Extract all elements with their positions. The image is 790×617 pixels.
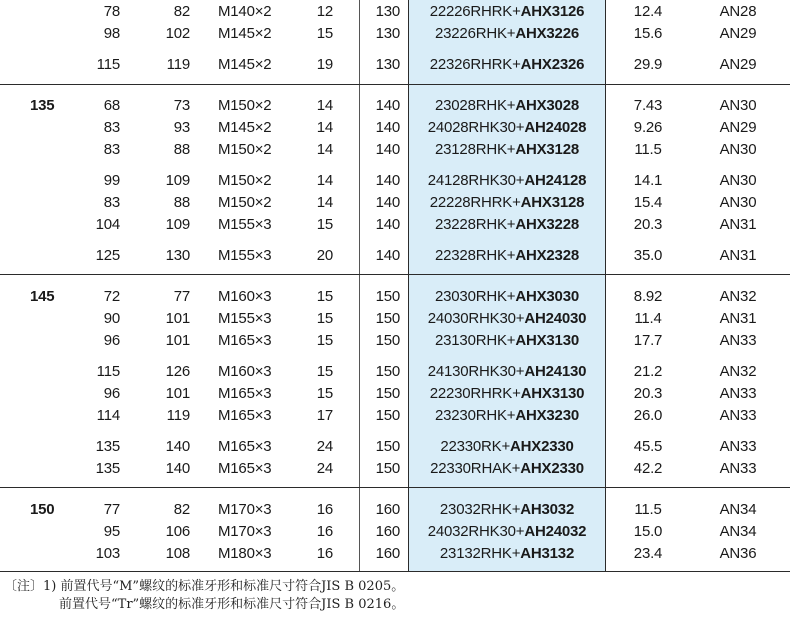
cell-part-number (409, 25, 605, 43)
cell-dimension-2: 130 (165, 247, 190, 264)
cell-mass: 9.26 (633, 119, 663, 136)
sleeve-number: AHX2330 (510, 438, 574, 455)
cell-dimension-1: 114 (96, 407, 120, 424)
cell-thread: M170×3 (218, 501, 272, 518)
bearing-number: 23032RHK+ (439, 501, 521, 518)
cell-dimension-2: 119 (166, 56, 190, 73)
cell-dimension-4: 150 (375, 288, 400, 305)
cell-dimension-4: 140 (375, 194, 400, 211)
group-label: 145 (30, 288, 55, 305)
cell-dimension-4: 160 (375, 523, 400, 540)
sleeve-number: AH24032 (524, 523, 587, 540)
cell-dimension-2: 101 (165, 310, 190, 327)
cell-dimension-2: 119 (166, 407, 190, 424)
cell-part-number (409, 310, 605, 328)
cell-dimension-1: 96 (103, 332, 120, 349)
cell-dimension-2: 108 (165, 545, 190, 562)
bearing-number: 24128RHK30+ (427, 172, 525, 189)
cell-dimension-3: 24 (316, 460, 333, 477)
cell-dimension-2: 106 (165, 523, 190, 540)
cell-dimension-2: 102 (165, 25, 190, 42)
cell-dimension-1: 72 (103, 288, 120, 305)
cell-part-number (409, 141, 605, 159)
sleeve-number: AHX3028 (515, 97, 579, 114)
cell-nut: AN30 (719, 172, 757, 189)
cell-thread: M165×3 (218, 332, 272, 349)
sleeve-number: AH24028 (524, 119, 587, 136)
bearing-number: 23226RHK+ (435, 25, 516, 42)
bearing-number: 24032RHK30+ (427, 523, 525, 540)
cell-mass: 45.5 (633, 438, 663, 455)
cell-nut: AN33 (719, 407, 757, 424)
cell-part-number (409, 460, 605, 478)
sleeve-number: AHX3126 (520, 3, 585, 20)
cell-dimension-1: 103 (95, 545, 120, 562)
cell-dimension-4: 140 (375, 216, 400, 233)
cell-thread: M160×3 (218, 363, 272, 380)
cell-dimension-2: 82 (173, 3, 190, 20)
cell-mass: 17.7 (633, 332, 663, 349)
cell-part-number (409, 119, 605, 137)
cell-part-number (409, 407, 605, 425)
cell-part-number (409, 172, 605, 190)
group-divider (0, 571, 790, 572)
cell-nut: AN31 (719, 247, 757, 264)
cell-thread: M150×2 (218, 194, 272, 211)
cell-nut: AN29 (719, 25, 757, 42)
cell-mass: 20.3 (633, 216, 663, 233)
bearing-number: 22226RHRK+ (429, 3, 521, 20)
cell-dimension-3: 15 (316, 216, 333, 233)
cell-dimension-4: 130 (375, 25, 400, 42)
cell-mass: 12.4 (633, 3, 663, 20)
cell-part-number (409, 332, 605, 350)
cell-nut: AN31 (719, 216, 757, 233)
group-divider (0, 274, 790, 275)
cell-thread: M180×3 (218, 545, 272, 562)
cell-dimension-2: 73 (173, 97, 190, 114)
cell-part-number (409, 3, 605, 21)
cell-nut: AN30 (719, 194, 757, 211)
cell-dimension-1: 99 (103, 172, 120, 189)
cell-dimension-4: 130 (375, 3, 400, 20)
cell-dimension-1: 135 (95, 438, 120, 455)
cell-part-number (409, 56, 605, 74)
cell-dimension-1: 90 (103, 310, 120, 327)
sleeve-number: AHX3230 (515, 407, 579, 424)
cell-thread: M170×3 (218, 523, 272, 540)
bearing-number: 23228RHK+ (435, 216, 516, 233)
cell-part-number (409, 385, 605, 403)
cell-dimension-4: 150 (375, 332, 400, 349)
cell-dimension-4: 140 (375, 247, 400, 264)
cell-dimension-4: 150 (375, 438, 400, 455)
cell-dimension-2: 109 (165, 172, 190, 189)
sleeve-number: AHX2328 (515, 247, 579, 264)
cell-thread: M165×3 (218, 460, 272, 477)
cell-mass: 29.9 (633, 56, 663, 73)
cell-dimension-2: 101 (165, 385, 190, 402)
bearing-number: 23230RHK+ (435, 407, 516, 424)
cell-part-number (409, 363, 605, 381)
cell-thread: M145×2 (218, 25, 272, 42)
cell-dimension-2: 82 (173, 501, 190, 518)
cell-thread: M150×2 (218, 97, 272, 114)
bearing-number: 23128RHK+ (435, 141, 516, 158)
group-label: 150 (30, 501, 55, 518)
sleeve-number: AH3032 (520, 501, 575, 518)
sleeve-number: AH3132 (520, 545, 575, 562)
cell-mass: 7.43 (633, 97, 663, 114)
cell-dimension-3: 14 (316, 119, 333, 136)
cell-part-number (409, 438, 605, 456)
group-divider (0, 487, 790, 488)
cell-thread: M155×3 (218, 247, 272, 264)
cell-dimension-4: 140 (375, 172, 400, 189)
cell-mass: 26.0 (633, 407, 663, 424)
group-divider (0, 84, 790, 85)
cell-part-number (409, 194, 605, 212)
cell-thread: M140×2 (218, 3, 272, 20)
cell-dimension-4: 140 (375, 141, 400, 158)
cell-dimension-4: 150 (375, 363, 400, 380)
sleeve-number: AHX3130 (515, 332, 579, 349)
sleeve-number: AHX2326 (520, 56, 585, 73)
cell-dimension-2: 93 (173, 119, 190, 136)
footnote-line-2: 前置代号“Tr”螺纹的标准牙形和标准尺寸符合JIS B 0216。 (59, 597, 405, 612)
cell-dimension-3: 15 (316, 288, 333, 305)
cell-dimension-2: 77 (173, 288, 190, 305)
cell-nut: AN36 (719, 545, 757, 562)
cell-dimension-1: 83 (103, 141, 120, 158)
cell-thread: M155×3 (218, 310, 272, 327)
cell-nut: AN32 (719, 363, 757, 380)
bearing-number: 23132RHK+ (439, 545, 521, 562)
cell-dimension-3: 17 (316, 407, 333, 424)
bearing-number: 24130RHK30+ (427, 363, 525, 380)
cell-dimension-3: 15 (316, 310, 333, 327)
bearing-number: 24028RHK30+ (427, 119, 525, 136)
bearing-number: 24030RHK30+ (427, 310, 525, 327)
cell-dimension-3: 15 (316, 332, 333, 349)
cell-nut: AN34 (719, 523, 757, 540)
cell-thread: M145×2 (218, 119, 272, 136)
cell-thread: M150×2 (218, 172, 272, 189)
cell-dimension-2: 140 (165, 438, 190, 455)
cell-dimension-3: 16 (316, 545, 333, 562)
cell-dimension-3: 20 (316, 247, 333, 264)
cell-dimension-3: 14 (316, 194, 333, 211)
cell-dimension-2: 88 (173, 141, 190, 158)
bearing-number: 22326RHRK+ (429, 56, 521, 73)
cell-nut: AN28 (719, 3, 757, 20)
cell-dimension-1: 115 (96, 56, 120, 73)
cell-mass: 15.6 (633, 25, 663, 42)
cell-dimension-1: 68 (103, 97, 120, 114)
cell-dimension-1: 104 (95, 216, 120, 233)
cell-thread: M145×2 (218, 56, 272, 73)
part-number-column-highlight (408, 0, 606, 571)
cell-dimension-4: 140 (375, 119, 400, 136)
cell-dimension-4: 150 (375, 407, 400, 424)
bearing-number: 22328RHK+ (435, 247, 516, 264)
cell-dimension-3: 15 (316, 385, 333, 402)
cell-mass: 20.3 (633, 385, 663, 402)
cell-nut: AN30 (719, 97, 757, 114)
sleeve-number: AHX3128 (515, 141, 579, 158)
cell-dimension-3: 14 (316, 141, 333, 158)
cell-nut: AN34 (719, 501, 757, 518)
cell-mass: 11.5 (634, 141, 662, 158)
cell-dimension-3: 16 (316, 523, 333, 540)
sleeve-number: AH24030 (524, 310, 587, 327)
column-divider (359, 0, 360, 571)
cell-dimension-1: 135 (95, 460, 120, 477)
footnote-line-1: 〔注〕1) 前置代号“M”螺纹的标准牙形和标准尺寸符合JIS B 0205。 (4, 579, 405, 594)
sleeve-number: AHX3128 (520, 194, 585, 211)
sleeve-number: AHX3130 (520, 385, 585, 402)
cell-thread: M155×3 (218, 216, 272, 233)
cell-dimension-3: 24 (316, 438, 333, 455)
cell-part-number (409, 523, 605, 541)
cell-nut: AN33 (719, 332, 757, 349)
cell-nut: AN30 (719, 141, 757, 158)
bearing-number: 23030RHK+ (435, 288, 516, 305)
cell-dimension-2: 88 (173, 194, 190, 211)
cell-dimension-2: 126 (165, 363, 190, 380)
cell-nut: AN33 (719, 385, 757, 402)
bearing-number: 22230RHRK+ (429, 385, 521, 402)
cell-mass: 8.92 (633, 288, 663, 305)
cell-part-number (409, 545, 605, 563)
cell-dimension-1: 115 (96, 363, 120, 380)
cell-dimension-2: 109 (165, 216, 190, 233)
cell-dimension-3: 15 (316, 25, 333, 42)
cell-part-number (409, 216, 605, 234)
cell-thread: M160×3 (218, 288, 272, 305)
cell-dimension-1: 77 (103, 501, 120, 518)
cell-mass: 23.4 (633, 545, 663, 562)
cell-part-number (409, 247, 605, 265)
cell-dimension-2: 101 (165, 332, 190, 349)
cell-dimension-4: 150 (375, 310, 400, 327)
cell-dimension-1: 78 (103, 3, 120, 20)
cell-thread: M165×3 (218, 407, 272, 424)
bearing-number: 23130RHK+ (435, 332, 516, 349)
cell-mass: 15.0 (633, 523, 663, 540)
bearing-number: 22330RHAK+ (430, 460, 521, 477)
cell-thread: M165×3 (218, 385, 272, 402)
cell-nut: AN29 (719, 119, 757, 136)
cell-dimension-3: 14 (316, 97, 333, 114)
sleeve-number: AHX3228 (515, 216, 579, 233)
cell-mass: 35.0 (633, 247, 663, 264)
bearing-number: 22228RHRK+ (429, 194, 521, 211)
cell-dimension-1: 83 (103, 194, 120, 211)
cell-dimension-4: 130 (375, 56, 400, 73)
bearing-number: 22330RK+ (440, 438, 511, 455)
cell-mass: 15.4 (633, 194, 663, 211)
cell-nut: AN29 (719, 56, 757, 73)
cell-mass: 42.2 (633, 460, 663, 477)
cell-dimension-1: 96 (103, 385, 120, 402)
cell-mass: 14.1 (633, 172, 663, 189)
cell-nut: AN31 (719, 310, 757, 327)
cell-mass: 11.4 (634, 310, 662, 327)
cell-dimension-4: 160 (375, 545, 400, 562)
cell-mass: 21.2 (633, 363, 663, 380)
cell-thread: M165×3 (218, 438, 272, 455)
cell-dimension-4: 150 (375, 385, 400, 402)
cell-dimension-1: 125 (95, 247, 120, 264)
cell-part-number (409, 501, 605, 519)
cell-dimension-3: 19 (316, 56, 333, 73)
cell-dimension-4: 160 (375, 501, 400, 518)
cell-nut: AN33 (719, 460, 757, 477)
cell-dimension-1: 95 (103, 523, 120, 540)
cell-dimension-1: 83 (103, 119, 120, 136)
cell-dimension-1: 98 (103, 25, 120, 42)
cell-dimension-4: 150 (375, 460, 400, 477)
sleeve-number: AHX3030 (515, 288, 579, 305)
sleeve-number: AHX3226 (515, 25, 579, 42)
cell-dimension-4: 140 (375, 97, 400, 114)
sleeve-number: AH24128 (524, 172, 587, 189)
cell-nut: AN32 (719, 288, 757, 305)
cell-dimension-2: 140 (165, 460, 190, 477)
cell-dimension-3: 14 (316, 172, 333, 189)
cell-mass: 11.5 (634, 501, 662, 518)
group-label: 135 (30, 97, 55, 114)
cell-thread: M150×2 (218, 141, 272, 158)
bearing-number: 23028RHK+ (435, 97, 516, 114)
cell-dimension-3: 16 (316, 501, 333, 518)
sleeve-number: AH24130 (524, 363, 587, 380)
cell-nut: AN33 (719, 438, 757, 455)
cell-part-number (409, 97, 605, 115)
cell-dimension-3: 12 (316, 3, 333, 20)
cell-dimension-3: 15 (316, 363, 333, 380)
cell-part-number (409, 288, 605, 306)
sleeve-number: AHX2330 (520, 460, 584, 477)
